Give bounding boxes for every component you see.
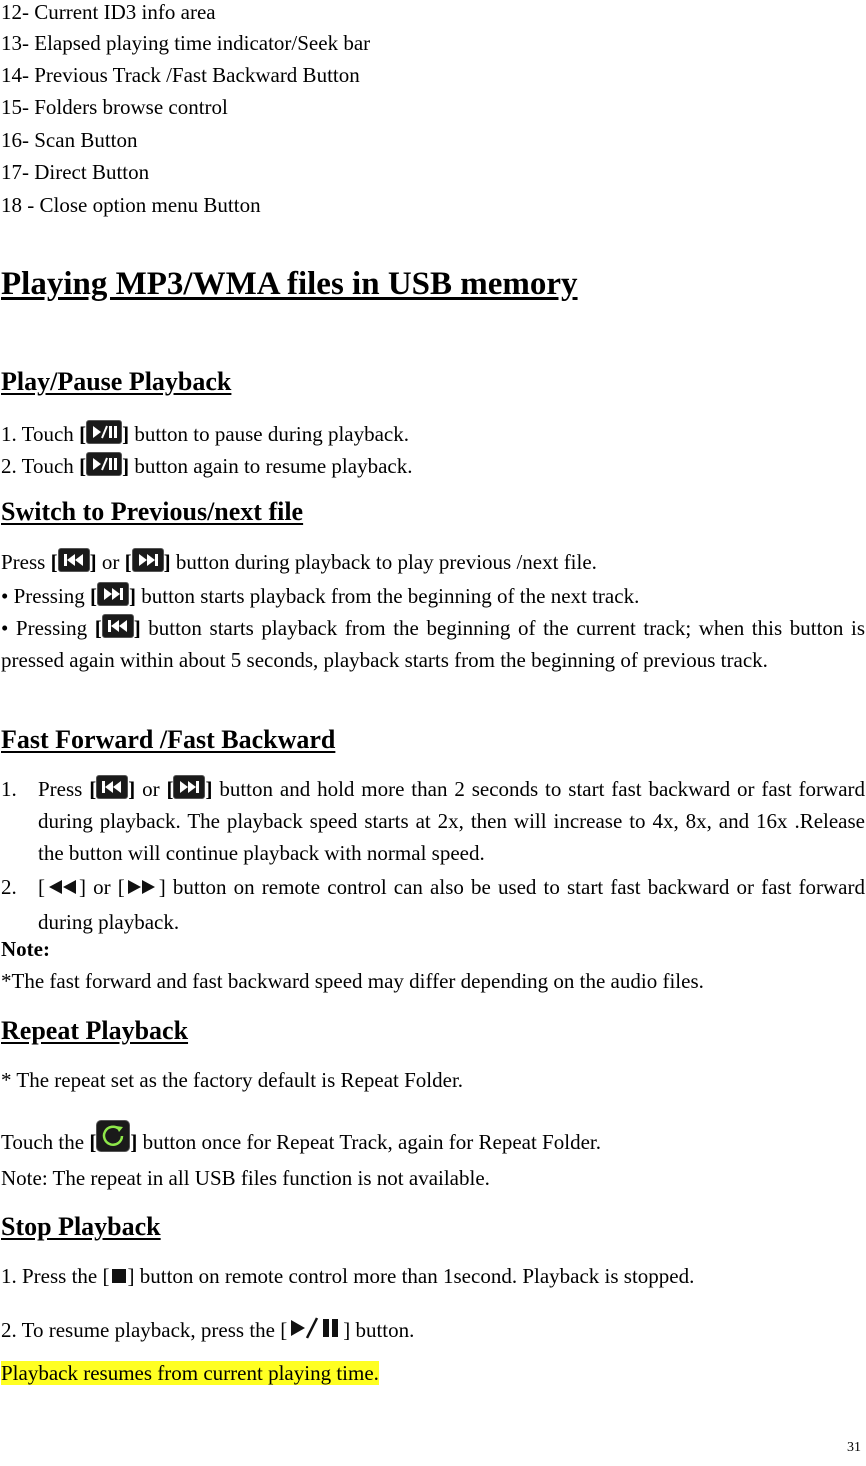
fast-forward-icon xyxy=(125,874,159,906)
section-heading-play-pause: Play/Pause Playback xyxy=(1,367,232,396)
repeat-line-2: Touch the [ ] button once for Repeat Track, again for Repeat Folder. xyxy=(1,1120,601,1154)
play-pause-step-1: 1. Touch [ ] button to pause during playback. xyxy=(1,422,410,446)
next-track-icon xyxy=(132,548,164,572)
legend-item: 15- Folders browse control xyxy=(1,95,228,119)
switch-line-3: • Pressing [ ] button starts playback from the beginning of the current track; when this button is pressed again within about 5 seconds, playback starts from the beginning of previous track. xyxy=(1,616,865,672)
repeat-line-1: * The repeat set as the factory default is Repeat Folder. xyxy=(1,1068,464,1092)
note-text: *The fast forward and fast backward speed may differ depending on the audio files. xyxy=(1,969,704,993)
play-pause-step-2: 2. Touch [ ] button again to resume playback. xyxy=(1,454,413,478)
legend-item: 14- Previous Track /Fast Backward Button xyxy=(1,63,360,87)
legend-item: 12- Current ID3 info area xyxy=(1,0,216,24)
highlight-text: Playback resumes from current playing time. xyxy=(1,1361,379,1385)
fast-item-1: Press [ ] or [ ] button and hold more than 2 seconds to start fast backward or fast forward during playback. The playback speed starts at 2x, then will increase to 4x, 8x, and 16x .Release the button will continue playback with normal speed. xyxy=(38,777,866,865)
previous-track-icon xyxy=(58,548,90,572)
legend-item: 16- Scan Button xyxy=(1,128,138,152)
highlighted-note xyxy=(1,1361,379,1385)
list-number: 1. xyxy=(1,777,17,801)
section-heading-repeat: Repeat Playback xyxy=(1,1016,189,1045)
play-pause-icon xyxy=(86,452,122,476)
page-number: 31 xyxy=(847,1440,861,1455)
section-heading-fast: Fast Forward /Fast Backward xyxy=(1,725,336,754)
legend-item: 18 - Close option menu Button xyxy=(1,193,261,217)
legend-item: 17- Direct Button xyxy=(1,160,150,184)
switch-line-2: • Pressing [ ] button starts playback from the beginning of the next track. xyxy=(1,584,640,608)
stop-icon xyxy=(110,1267,128,1291)
fast-item-2: [ ] or [ ] button on remote control can also be used to start fast backward or fast forward during playback. xyxy=(38,875,865,934)
section-heading-stop: Stop Playback xyxy=(1,1212,161,1241)
previous-track-icon xyxy=(102,614,134,638)
note-label: Note: xyxy=(1,937,50,961)
stop-line-1: 1. Press the [ ] button on remote control more than 1second. Playback is stopped. xyxy=(1,1264,694,1291)
next-track-icon xyxy=(173,775,205,799)
play-pause-icon xyxy=(86,420,122,444)
repeat-icon xyxy=(96,1120,130,1152)
section-heading-switch: Switch to Previous/next file xyxy=(1,497,304,526)
repeat-line-3: Note: The repeat in all USB files function is not available. xyxy=(1,1166,490,1190)
legend-item: 13- Elapsed playing time indicator/Seek bar xyxy=(1,31,371,55)
rewind-icon xyxy=(45,874,79,906)
stop-line-2: 2. To resume playback, press the [ ] button. xyxy=(1,1316,414,1345)
next-track-icon xyxy=(97,582,129,606)
previous-track-icon xyxy=(96,775,128,799)
list-number: 2. xyxy=(1,875,17,899)
play-pause-icon xyxy=(287,1316,343,1345)
switch-line-1: Press [ ] or [ ] button during playback to play previous /next file. xyxy=(1,550,597,574)
page-title: Playing MP3/WMA files in USB memory xyxy=(1,266,578,302)
